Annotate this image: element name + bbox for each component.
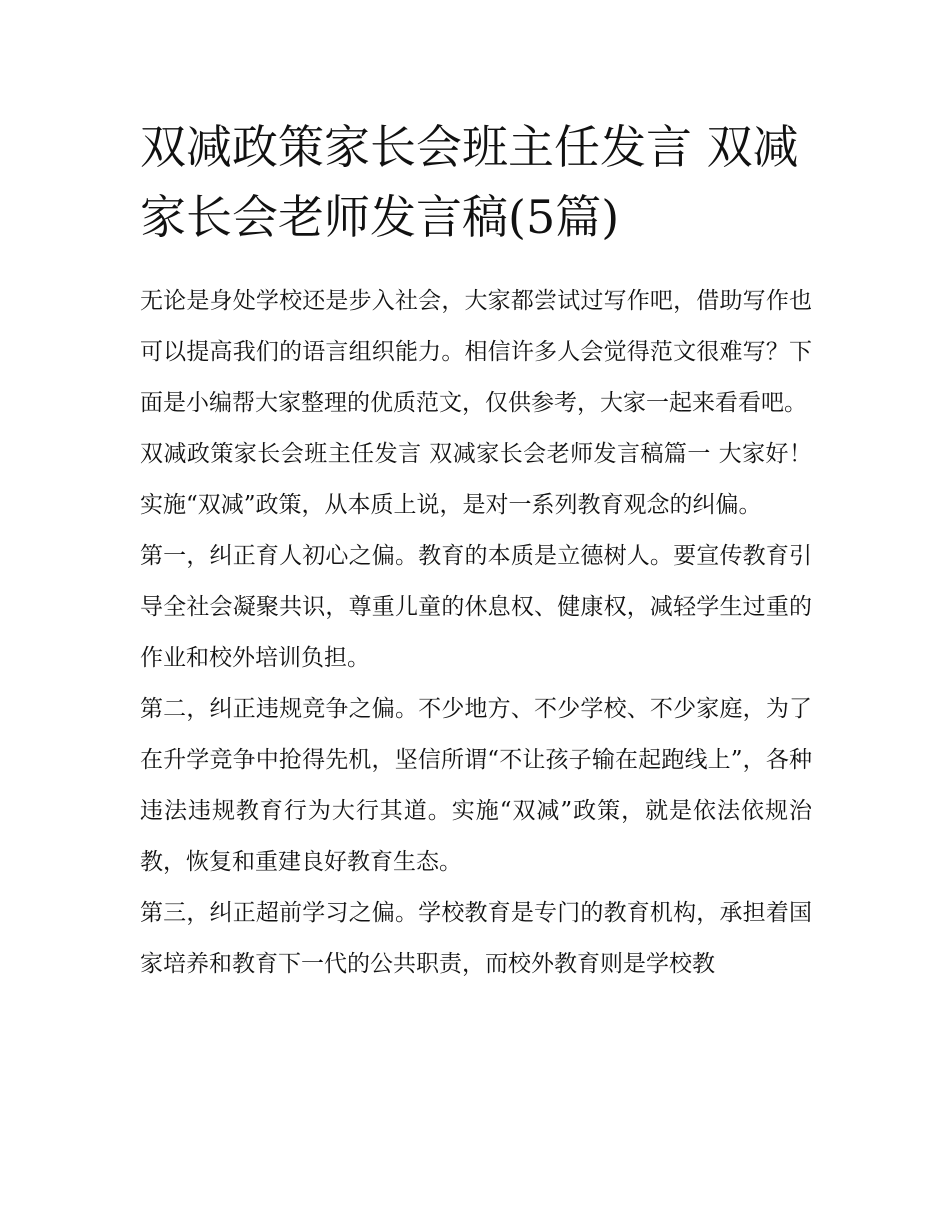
paragraph-intro: 无论是身处学校还是步入社会，大家都尝试过写作吧，借助写作也可以提高我们的语言组织能力。相信许多人会觉得范文很难写？下面是小编帮大家整理的优质范文，仅供参考，大家一起来看看吧。: [140, 288, 812, 416]
paragraph-point-two: 第二，纠正违规竞争之偏。不少地方、不少学校、不少家庭，为了在升学竞争中抢得先机，坚信所谓“不让孩子输在起跑线上”，各种违法违规教育行为大行其道。实施“双减”政策，就是依法依规治教，恢复和重建良好教育生态。: [140, 696, 812, 875]
paragraph-point-one: 第一，纠正育人初心之偏。教育的本质是立德树人。要宣传教育引导全社会凝聚共识，尊重儿童的休息权、健康权，减轻学生过重的作业和校外培训负担。: [140, 543, 812, 671]
paragraph-section-heading: 双减政策家长会班主任发言 双减家长会老师发言稿篇一 大家好！ 实施“双减”政策，从本质上说，是对一系列教育观念的纠偏。: [140, 441, 812, 518]
paragraph-point-three: 第三，纠正超前学习之偏。学校教育是专门的教育机构，承担着国家培养和教育下一代的公共职责，而校外教育则是学校教: [140, 900, 812, 977]
document-page: [140, 112, 812, 990]
document-title: 双减政策家长会班主任发言 双减家长会老师发言稿(5篇): [140, 120, 799, 244]
document-body: [140, 276, 812, 990]
